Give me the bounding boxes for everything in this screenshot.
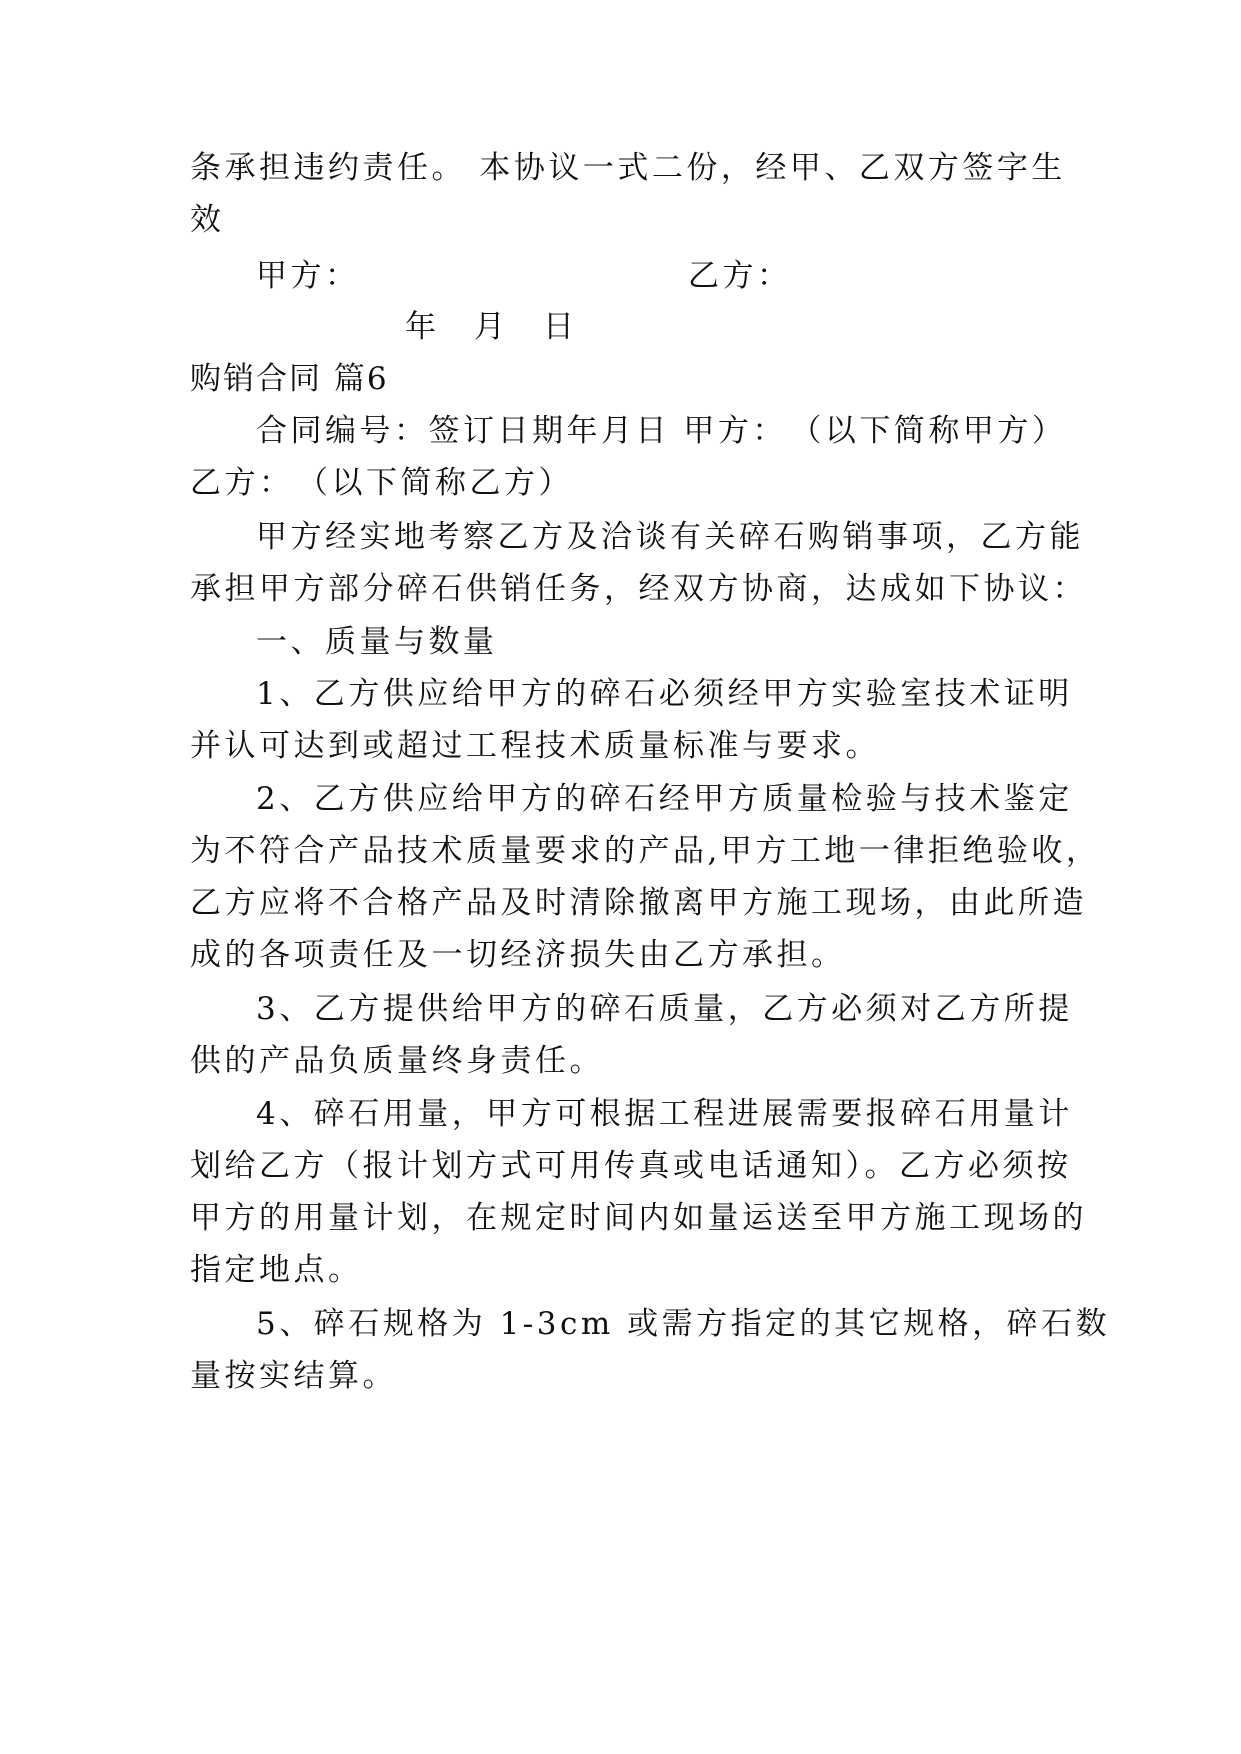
clause-2-line-1: 2、乙方供应给甲方的碎石经甲方质量检验与技术鉴定 [256, 781, 1073, 817]
closing-line-1: 条承担违约责任。 本协议一式二份，经甲、乙双方签字生 [190, 150, 1066, 186]
clause-1-line-1: 1、乙方供应给甲方的碎石必须经甲方实验室技术证明 [256, 676, 1073, 712]
closing-line-2: 效 [190, 202, 225, 238]
signature-date: 年 月 日 [405, 309, 578, 345]
clause-4-line-2: 划给乙方（报计划方式可用传真或电话通知）。乙方必须按 [190, 1148, 1072, 1184]
clause-4-line-1: 4、碎石用量，甲方可根据工程进展需要报碎石用量计 [256, 1096, 1073, 1132]
party-b-signature-label: 乙方： [688, 258, 792, 294]
contract-header-line-1: 合同编号：签订日期年月日 甲方： （以下简称甲方） [256, 413, 1067, 449]
clause-4-line-4: 指定地点。 [190, 1252, 363, 1288]
clause-3-line-2: 供的产品负质量终身责任。 [190, 1043, 604, 1079]
party-a-signature-label: 甲方： [256, 258, 360, 294]
clause-2-line-2: 为不符合产品技术质量要求的产品,甲方工地一律拒绝验收， [190, 833, 1101, 869]
clause-4-line-3: 甲方的用量计划，在规定时间内如量运送至甲方施工现场的 [190, 1200, 1087, 1236]
clause-2-line-4: 成的各项责任及一切经济损失由乙方承担。 [190, 937, 846, 973]
clause-5-line-1: 5、碎石规格为 1-3cm 或需方指定的其它规格，碎石数 [256, 1306, 1111, 1342]
intro-line-2: 承担甲方部分碎石供销任务，经双方协商，达成如下协议： [190, 571, 1087, 607]
clause-1-line-2: 并认可达到或超过工程技术质量标准与要求。 [190, 728, 880, 764]
clause-3-line-1: 3、乙方提供给甲方的碎石质量，乙方必须对乙方所提 [256, 991, 1073, 1027]
intro-line-1: 甲方经实地考察乙方及洽谈有关碎石购销事项，乙方能 [256, 519, 1084, 555]
heading-quality-quantity: 一、质量与数量 [256, 624, 498, 660]
contract-header-line-2: 乙方： （以下简称乙方） [190, 465, 573, 501]
clause-5-line-2: 量按实结算。 [190, 1358, 397, 1394]
clause-2-line-3: 乙方应将不合格产品及时清除撤离甲方施工现场，由此所造 [190, 885, 1087, 921]
section-title: 购销合同 篇6 [190, 361, 389, 397]
